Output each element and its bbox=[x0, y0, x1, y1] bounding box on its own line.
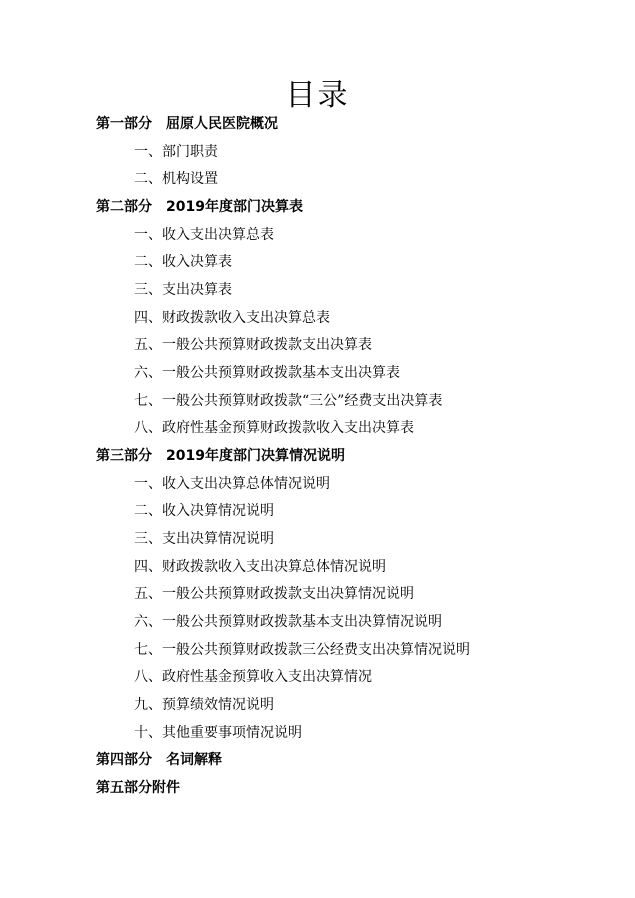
toc-item: 四、财政拨款收入支出决算总体情况说明 bbox=[134, 559, 386, 575]
toc-item: 六、一般公共预算财政拨款基本支出决算表 bbox=[134, 365, 400, 381]
toc-item: 一、收入支出决算总表 bbox=[134, 227, 274, 243]
toc-item: 二、收入决算表 bbox=[134, 254, 232, 270]
toc-item: 七、一般公共预算财政拨款“三公”经费支出决算表 bbox=[134, 393, 443, 409]
toc-item: 五、一般公共预算财政拨款支出决算表 bbox=[134, 337, 372, 353]
toc-item: 一、部门职责 bbox=[134, 144, 218, 160]
toc-section-1: 第一部分 屈原人民医院概况 bbox=[96, 116, 278, 132]
toc-item: 四、财政拨款收入支出决算总表 bbox=[134, 310, 330, 326]
toc-item: 三、支出决算情况说明 bbox=[134, 531, 274, 547]
toc-item: 七、一般公共预算财政拨款三公经费支出决算情况说明 bbox=[134, 642, 470, 658]
toc-item: 二、收入决算情况说明 bbox=[134, 503, 274, 519]
toc-item: 二、机构设置 bbox=[134, 171, 218, 187]
toc-item: 五、一般公共预算财政拨款支出决算情况说明 bbox=[134, 586, 414, 602]
toc-item: 九、预算绩效情况说明 bbox=[134, 697, 274, 713]
page-title: 目录 bbox=[285, 78, 350, 113]
toc-item: 十、其他重要事项情况说明 bbox=[134, 725, 302, 741]
toc-item: 六、一般公共预算财政拨款基本支出决算情况说明 bbox=[134, 614, 442, 630]
toc-item: 三、支出决算表 bbox=[134, 282, 232, 298]
toc-section-5: 第五部分附件 bbox=[96, 780, 180, 796]
toc-section-3: 第三部分 2019年度部门决算情况说明 bbox=[96, 448, 345, 464]
toc-item: 一、收入支出决算总体情况说明 bbox=[134, 476, 330, 492]
toc-item: 八、政府性基金预算财政拨款收入支出决算表 bbox=[134, 420, 414, 436]
toc-item: 八、政府性基金预算收入支出决算情况 bbox=[134, 669, 372, 685]
toc-section-4: 第四部分 名词解释 bbox=[96, 752, 222, 768]
toc-section-2: 第二部分 2019年度部门决算表 bbox=[96, 199, 303, 215]
